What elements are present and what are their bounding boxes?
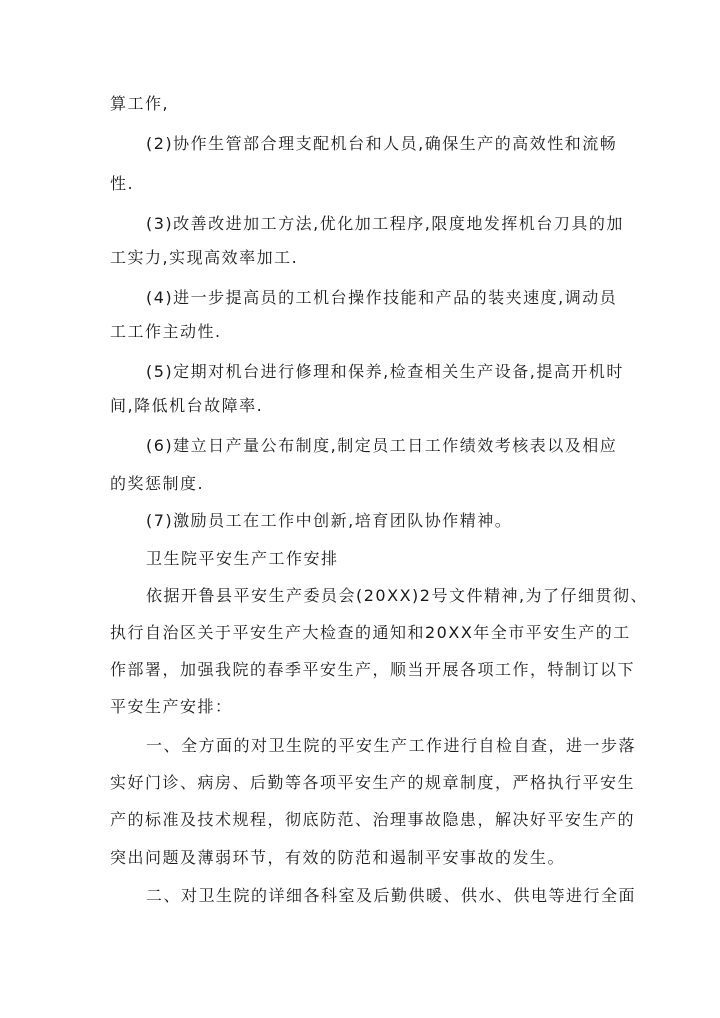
text-line: 工工作主动性.	[110, 322, 222, 341]
text-line: 产的标准及技术规程，彻底防范、治理事故隐患，解决好平安生产的	[110, 810, 636, 829]
text-line: 间,降低机台故障率.	[110, 396, 264, 415]
text-line: 突出问题及薄弱环节，有效的防范和遏制平安事故的发生。	[110, 848, 566, 867]
text-line: 实好门诊、病房、后勤等各项平安生产的规章制度，严格执行平安生	[110, 773, 636, 792]
text-line: (7)激励员工在工作中创新,培育团队协作精神。	[146, 511, 513, 530]
text-line: 平安生产安排：	[110, 697, 233, 716]
text-line: (2)协作生管部合理支配机台和人员,确保生产的高效性和流畅	[146, 134, 618, 153]
text-line: 作部署，加强我院的春季平安生产，顺当开展各项工作，特制订以下	[110, 660, 636, 679]
text-line: (3)改善改进加工方法,优化加工程序,限度地发挥机台刀具的加	[146, 214, 624, 233]
text-line: 二、对卫生院的详细各科室及后勤供暖、供水、供电等进行全面	[146, 886, 637, 905]
text-line: (4)进一步提高员的工机台操作技能和产品的装夹速度,调动员	[146, 288, 618, 307]
text-line: 一、全方面的对卫生院的平安生产工作进行自检自查，进一步落	[146, 736, 637, 755]
text-line: 的奖惩制度.	[110, 474, 205, 493]
text-line: (5)定期对机台进行修理和保养,检查相关生产设备,提高开机时	[146, 362, 624, 381]
text-line: (6)建立日产量公布制度,制定员工日工作绩效考核表以及相应	[146, 436, 618, 455]
text-line: 性.	[110, 174, 135, 193]
text-line: 执行自治区关于平安生产大检查的通知和20XX年全市平安生产的工	[110, 623, 631, 642]
section-heading: 卫生院平安生产工作安排	[146, 549, 339, 568]
text-line: 依据开鲁县平安生产委员会(20XX)2号文件精神,为了仔细贯彻、	[146, 586, 649, 605]
text-line: 算工作,	[110, 94, 170, 113]
text-line: 工实力,实现高效率加工.	[110, 248, 299, 267]
